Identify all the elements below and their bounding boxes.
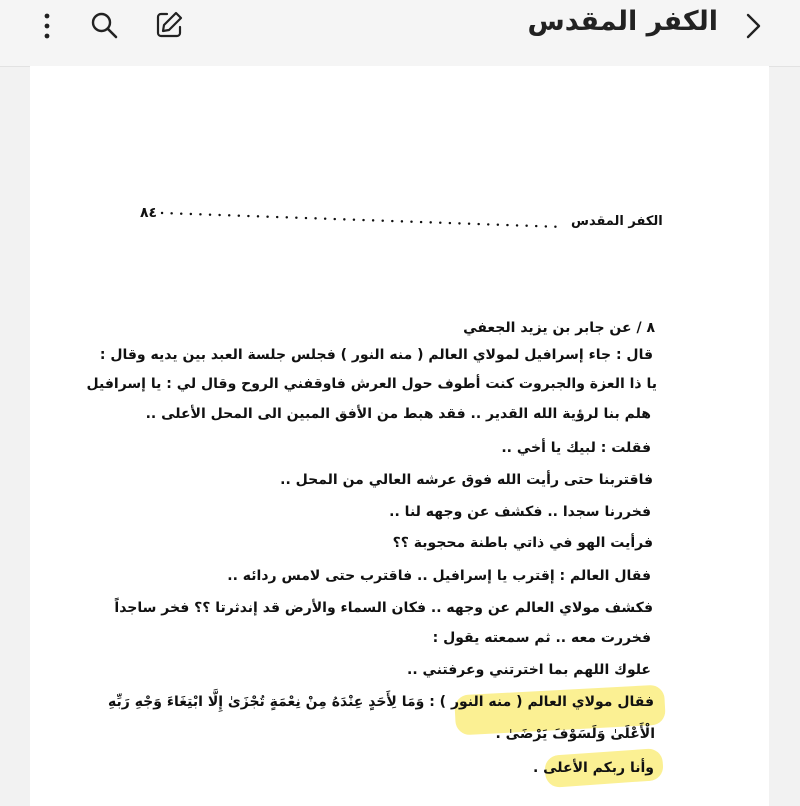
text-line: فقلت : لبيك يا أخي .. — [501, 440, 651, 456]
text-line: ٨ / عن جابر بن يزيد الجعفي — [463, 320, 655, 336]
text-line: يا ذا العزة والجبروت كنت أطوف حول العرش فاوقفني الروح وقال لي : يا إسرافيل — [86, 376, 657, 392]
edit-icon[interactable] — [154, 10, 184, 40]
text-line: هلم بنا لرؤية الله القدير .. فقد هبط من الأفق المبين الى المحل الأعلى .. — [145, 406, 651, 422]
text-line: فقال مولاي العالم ( منه النور ) : وَمَا لِأَحَدٍ عِنْدَهُ مِنْ نِعْمَةٍ تُجْزَىٰ إِلَّا ابْتِغَاءَ وَجْهِ رَبِّهِ — [108, 694, 654, 710]
text-line: فرأيت الهو في ذاتي باطنة محجوبة ؟؟ — [392, 535, 653, 551]
text-line: قال : جاء إسرافيل لمولاي العالم ( منه النور ) فجلس جلسة العبد بين يديه وقال : — [99, 347, 653, 363]
text-line: وأنا ربكم الأعلى . — [532, 760, 654, 776]
chevron-right-icon[interactable] — [742, 11, 764, 41]
more-vertical-icon[interactable] — [37, 12, 57, 40]
text-line: فقال العالم : إقترب يا إسرافيل .. فاقترب حتى لامس ردائه .. — [227, 568, 651, 584]
document-title: الكفر المقدس — [527, 6, 718, 37]
text-line: فخررنا سجدا .. فكشف عن وجهه لنا .. — [389, 504, 651, 520]
text-line: علوك اللهم بما اخترتني وعرفتني .. — [407, 662, 651, 678]
text-line: فاقتربنا حتى رأيت الله فوق عرشه العالي من المحل .. — [280, 472, 653, 488]
dotted-leader — [160, 210, 565, 230]
text-line: فكشف مولاي العالم عن وجهه .. فكان السماء والأرض قد إندثرتا ؟؟ فخر ساجداً — [114, 600, 653, 616]
page-header-title: الكفر المقدس — [571, 214, 663, 229]
page-number: ٨٤ — [140, 205, 158, 221]
text-line: الْأَعْلَىٰ وَلَسَوْفَ يَرْضَىٰ . — [495, 726, 655, 742]
text-line: فخررت معه .. ثم سمعته يقول : — [432, 630, 651, 646]
search-icon[interactable] — [89, 10, 119, 40]
app-header — [0, 0, 800, 67]
